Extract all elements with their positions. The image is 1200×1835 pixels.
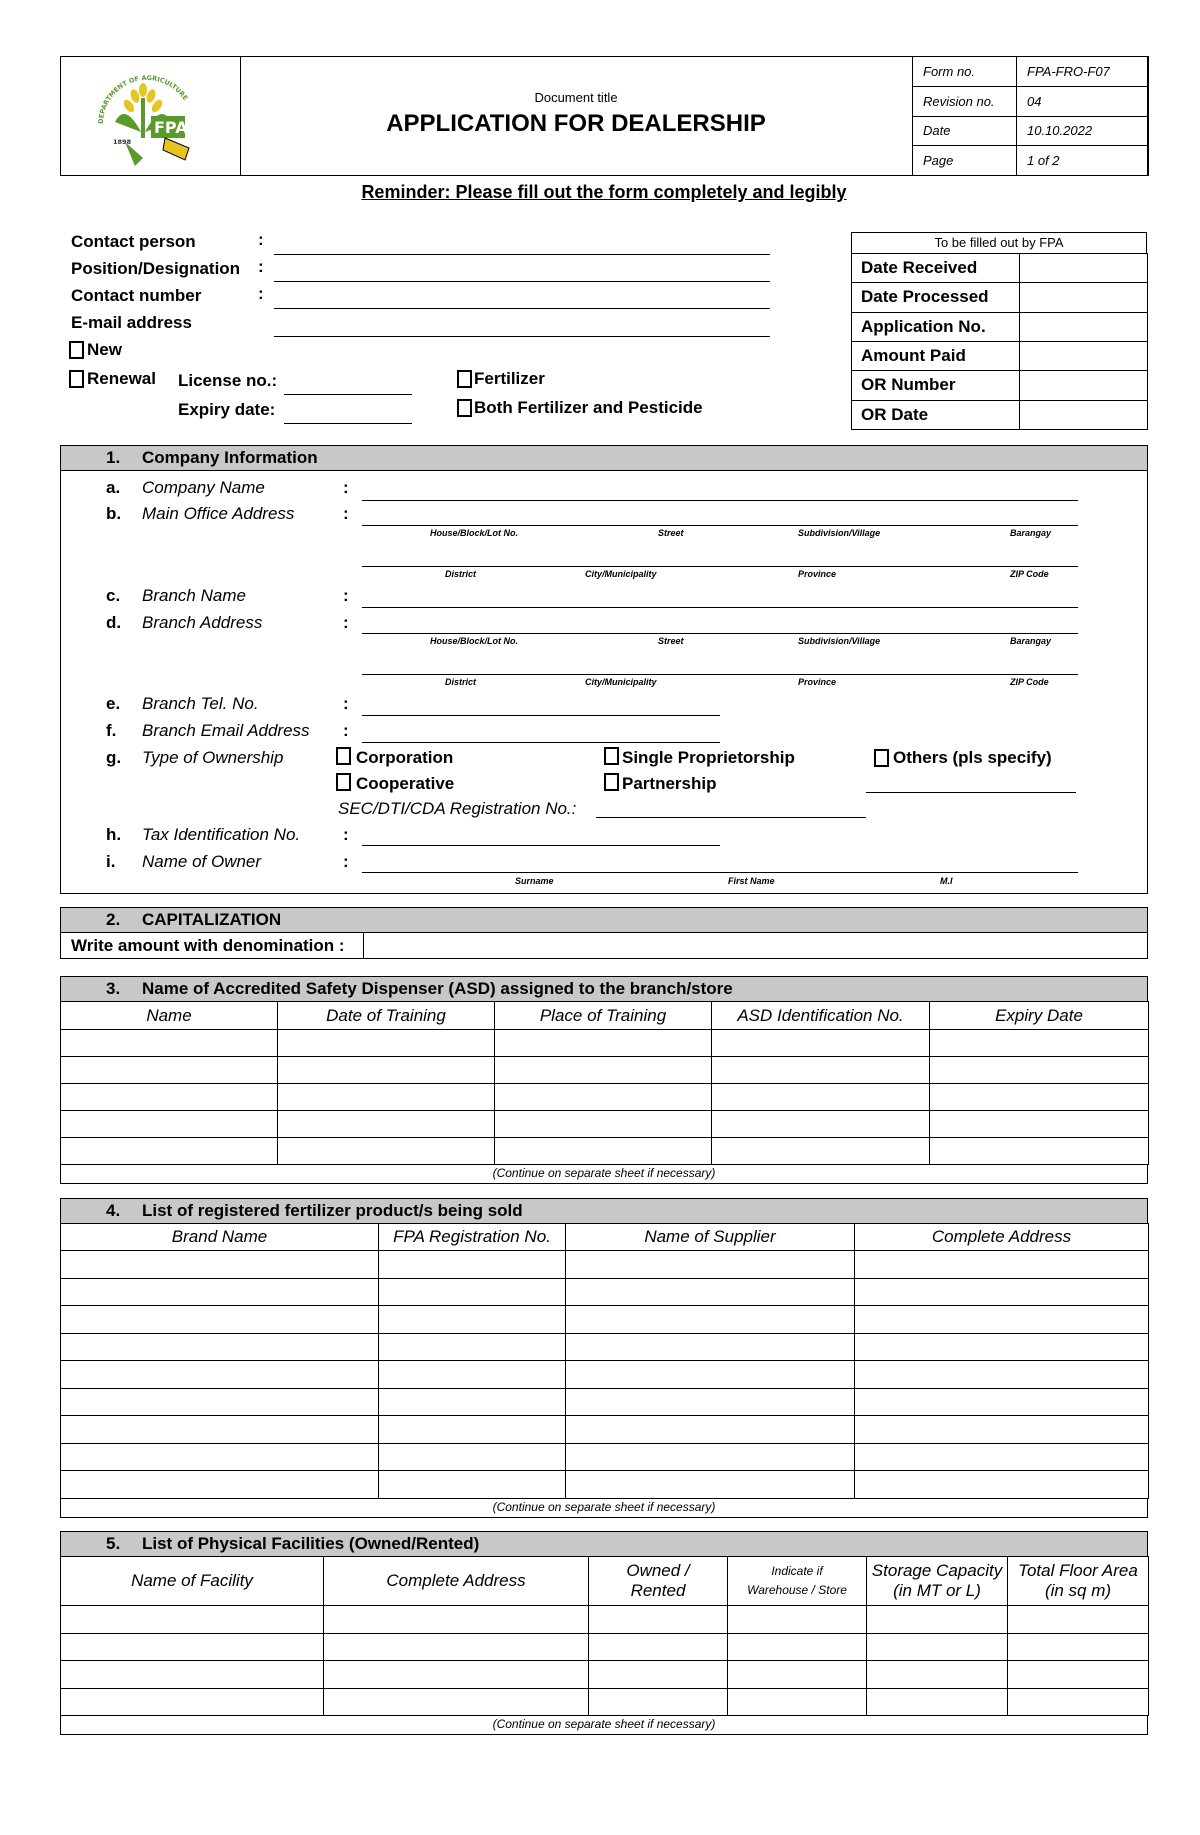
both-label: Both Fertilizer and Pesticide bbox=[474, 398, 703, 417]
table-row bbox=[61, 1416, 1149, 1444]
email-label: E-mail address bbox=[71, 313, 192, 332]
column-header: Name of Supplier bbox=[566, 1224, 855, 1251]
address-sub-label: City/Municipality bbox=[585, 677, 657, 687]
header-line: Total Floor Area bbox=[1018, 1561, 1138, 1580]
cooperative-checkbox[interactable] bbox=[336, 773, 351, 791]
section-number: 2. bbox=[106, 910, 121, 929]
item-letter: c. bbox=[106, 586, 121, 605]
table-cell[interactable] bbox=[278, 1030, 495, 1057]
table-cell[interactable] bbox=[61, 1606, 324, 1634]
section1-header bbox=[60, 445, 1148, 471]
position-label: Position/Designation bbox=[71, 259, 241, 278]
contact-colon: : bbox=[258, 257, 264, 276]
fpa-row-label: Amount Paid bbox=[852, 341, 1020, 370]
table-cell[interactable] bbox=[379, 1306, 566, 1334]
others-specify-field[interactable] bbox=[866, 792, 1076, 793]
address-sub-label: Province bbox=[798, 569, 837, 579]
cooperative-label: Cooperative bbox=[356, 774, 455, 793]
fpa-row-value[interactable] bbox=[1020, 400, 1148, 429]
form-meta-table bbox=[912, 56, 1149, 176]
contact-number-field[interactable] bbox=[274, 308, 770, 309]
table-cell[interactable] bbox=[566, 1443, 855, 1471]
sec-registration-label: SEC/DTI/CDA Registration No.: bbox=[338, 799, 577, 818]
table-cell[interactable] bbox=[324, 1688, 589, 1716]
sec-registration-field[interactable] bbox=[596, 817, 866, 818]
header-line: Rented bbox=[630, 1581, 686, 1600]
corporation-label: Corporation bbox=[356, 748, 454, 767]
table-cell[interactable] bbox=[867, 1633, 1008, 1661]
item-colon: : bbox=[343, 586, 349, 605]
single-proprietorship-label: Single Proprietorship bbox=[622, 748, 795, 767]
item-letter: i. bbox=[106, 852, 116, 871]
branch-name-field[interactable] bbox=[362, 607, 1078, 608]
branch-name-label: Branch Name bbox=[142, 586, 246, 605]
partnership-checkbox[interactable] bbox=[604, 773, 619, 791]
address-sub-label: Street bbox=[658, 528, 684, 538]
table-cell[interactable] bbox=[930, 1111, 1149, 1138]
main-office-field-2[interactable] bbox=[362, 566, 1078, 567]
table-cell[interactable] bbox=[566, 1416, 855, 1444]
contact-number-label: Contact number bbox=[71, 286, 202, 305]
address-sub-label: District bbox=[445, 569, 477, 579]
contact-colon: : bbox=[258, 230, 264, 249]
table-cell[interactable] bbox=[61, 1361, 379, 1389]
table-cell[interactable] bbox=[61, 1251, 379, 1279]
table-row bbox=[61, 1633, 1149, 1661]
table-cell[interactable] bbox=[855, 1333, 1149, 1361]
renewal-checkbox[interactable] bbox=[69, 370, 84, 388]
table-cell[interactable] bbox=[495, 1057, 712, 1084]
table-cell[interactable] bbox=[855, 1251, 1149, 1279]
table-row bbox=[61, 1606, 1149, 1634]
continue-note: (Continue on separate sheet if necessary) bbox=[492, 1166, 716, 1180]
table-row bbox=[61, 1443, 1149, 1471]
contact-colon: : bbox=[258, 284, 264, 303]
single-proprietorship-checkbox[interactable] bbox=[604, 747, 619, 765]
column-header: Name bbox=[61, 1002, 278, 1030]
table-cell[interactable] bbox=[566, 1333, 855, 1361]
section-title: List of Physical Facilities (Owned/Rented) bbox=[142, 1534, 480, 1553]
column-header: Brand Name bbox=[61, 1224, 379, 1251]
meta-value: FPA-FRO-F07 bbox=[1017, 57, 1149, 87]
address-sub-label: Barangay bbox=[1010, 636, 1052, 646]
address-sub-label: House/Block/Lot No. bbox=[430, 636, 519, 646]
address-sub-label: Subdivision/Village bbox=[798, 528, 881, 538]
meta-label: Revision no. bbox=[913, 86, 1017, 116]
address-sub-label: ZIP Code bbox=[1010, 569, 1049, 579]
contact-person-label: Contact person bbox=[71, 232, 196, 251]
renewal-label: Renewal bbox=[87, 369, 156, 388]
fpa-row-value[interactable] bbox=[1020, 341, 1148, 370]
meta-label: Date bbox=[913, 116, 1017, 146]
both-checkbox[interactable] bbox=[457, 399, 472, 417]
address-sub-label: Street bbox=[658, 636, 684, 646]
meta-value: 1 of 2 bbox=[1017, 146, 1149, 176]
owner-sub-label: Surname bbox=[515, 876, 554, 886]
fpa-logo bbox=[85, 62, 215, 170]
logo-badge: FPA bbox=[154, 118, 188, 137]
table-cell[interactable] bbox=[379, 1471, 566, 1499]
header-line: Warehouse / Store bbox=[747, 1583, 847, 1597]
owner-name-label: Name of Owner bbox=[142, 852, 262, 871]
table-cell[interactable] bbox=[855, 1388, 1149, 1416]
branch-email-label: Branch Email Address bbox=[142, 721, 310, 740]
table-cell[interactable] bbox=[379, 1388, 566, 1416]
column-header bbox=[589, 1557, 728, 1606]
amount-label: Write amount with denomination : bbox=[71, 936, 345, 955]
table-cell[interactable] bbox=[278, 1138, 495, 1165]
expiry-label: Expiry date: bbox=[178, 400, 276, 419]
column-header bbox=[867, 1557, 1008, 1606]
license-label: License no.: bbox=[178, 371, 278, 390]
table-row bbox=[61, 1306, 1149, 1334]
company-name-label: Company Name bbox=[142, 478, 265, 497]
table-cell[interactable] bbox=[930, 1057, 1149, 1084]
table-cell[interactable] bbox=[855, 1278, 1149, 1306]
table-cell[interactable] bbox=[61, 1138, 278, 1165]
column-header: Place of Training bbox=[495, 1002, 712, 1030]
header-line: Indicate if bbox=[771, 1564, 823, 1578]
branch-address-field-2[interactable] bbox=[362, 674, 1078, 675]
table-cell[interactable] bbox=[61, 1661, 324, 1689]
table-cell[interactable] bbox=[728, 1633, 867, 1661]
column-header: Complete Address bbox=[324, 1557, 589, 1606]
table-cell[interactable] bbox=[1008, 1606, 1149, 1634]
item-letter: h. bbox=[106, 825, 122, 844]
table-row bbox=[61, 1688, 1149, 1716]
section-title: Company Information bbox=[142, 448, 318, 467]
table-row bbox=[61, 1661, 1149, 1689]
header-line: (in sq m) bbox=[1044, 1581, 1112, 1600]
table-cell[interactable] bbox=[566, 1306, 855, 1334]
doc-title-caption: Document title bbox=[534, 90, 618, 105]
email-field[interactable] bbox=[274, 336, 770, 337]
facilities-table bbox=[60, 1556, 1149, 1716]
new-label: New bbox=[87, 340, 122, 359]
table-cell[interactable] bbox=[589, 1688, 728, 1716]
table-cell[interactable] bbox=[855, 1471, 1149, 1499]
table-row bbox=[61, 1333, 1149, 1361]
header-line: Storage Capacity bbox=[871, 1561, 1003, 1580]
item-colon: : bbox=[343, 478, 349, 497]
column-header: Date of Training bbox=[278, 1002, 495, 1030]
table-row bbox=[61, 1057, 1149, 1084]
address-sub-label: ZIP Code bbox=[1010, 677, 1049, 687]
table-cell[interactable] bbox=[712, 1030, 930, 1057]
item-colon: : bbox=[343, 694, 349, 713]
fpa-row-label: Date Processed bbox=[852, 283, 1020, 312]
partnership-label: Partnership bbox=[622, 774, 717, 793]
table-row bbox=[61, 1030, 1149, 1057]
table-cell[interactable] bbox=[324, 1633, 589, 1661]
table-cell[interactable] bbox=[867, 1661, 1008, 1689]
table-cell[interactable] bbox=[61, 1057, 278, 1084]
table-cell[interactable] bbox=[712, 1084, 930, 1111]
item-colon: : bbox=[343, 613, 349, 632]
table-cell[interactable] bbox=[1008, 1688, 1149, 1716]
item-letter: g. bbox=[106, 748, 122, 767]
section-number: 1. bbox=[106, 448, 121, 467]
column-header: FPA Registration No. bbox=[379, 1224, 566, 1251]
table-cell[interactable] bbox=[61, 1030, 278, 1057]
item-letter: b. bbox=[106, 504, 122, 523]
table-row bbox=[61, 1138, 1149, 1165]
address-sub-label: Province bbox=[798, 677, 837, 687]
table-cell[interactable] bbox=[728, 1606, 867, 1634]
table-cell[interactable] bbox=[379, 1278, 566, 1306]
table-row bbox=[61, 1278, 1149, 1306]
fpa-row-label: OR Date bbox=[852, 400, 1020, 429]
table-cell[interactable] bbox=[589, 1633, 728, 1661]
section5-header bbox=[60, 1531, 1148, 1557]
table-cell[interactable] bbox=[930, 1030, 1149, 1057]
table-row bbox=[61, 1251, 1149, 1279]
fpa-row-value[interactable] bbox=[1020, 283, 1148, 312]
meta-value: 04 bbox=[1017, 86, 1149, 116]
table-cell[interactable] bbox=[1008, 1633, 1149, 1661]
table-cell[interactable] bbox=[712, 1057, 930, 1084]
item-colon: : bbox=[343, 825, 349, 844]
section-number: 3. bbox=[106, 979, 121, 998]
doc-title: APPLICATION FOR DEALERSHIP bbox=[386, 110, 766, 137]
table-cell[interactable] bbox=[589, 1606, 728, 1634]
table-cell[interactable] bbox=[61, 1416, 379, 1444]
address-sub-label: District bbox=[445, 677, 477, 687]
corporation-checkbox[interactable] bbox=[336, 747, 351, 765]
column-header: ASD Identification No. bbox=[712, 1002, 930, 1030]
table-cell[interactable] bbox=[728, 1688, 867, 1716]
table-cell[interactable] bbox=[495, 1138, 712, 1165]
table-cell[interactable] bbox=[278, 1111, 495, 1138]
table-cell[interactable] bbox=[61, 1111, 278, 1138]
company-name-field[interactable] bbox=[362, 500, 1078, 501]
table-row bbox=[61, 1084, 1149, 1111]
meta-value: 10.10.2022 bbox=[1017, 116, 1149, 146]
section-title: Name of Accredited Safety Dispenser (ASD) assigned to the branch/store bbox=[142, 979, 733, 998]
item-letter: d. bbox=[106, 613, 122, 632]
table-cell[interactable] bbox=[495, 1111, 712, 1138]
fpa-box-title: To be filled out by FPA bbox=[851, 232, 1147, 254]
continue-note: (Continue on separate sheet if necessary) bbox=[492, 1717, 716, 1731]
table-cell[interactable] bbox=[278, 1084, 495, 1111]
table-cell[interactable] bbox=[712, 1111, 930, 1138]
main-office-field-1[interactable] bbox=[362, 525, 1078, 526]
column-header bbox=[728, 1557, 867, 1606]
section2-header bbox=[60, 907, 1148, 933]
table-cell[interactable] bbox=[379, 1361, 566, 1389]
others-label: Others (pls specify) bbox=[893, 748, 1052, 767]
main-office-label: Main Office Address bbox=[142, 504, 295, 523]
address-sub-label: House/Block/Lot No. bbox=[430, 528, 519, 538]
table-cell[interactable] bbox=[495, 1084, 712, 1111]
fpa-row-value[interactable] bbox=[1020, 254, 1148, 283]
table-cell[interactable] bbox=[855, 1443, 1149, 1471]
table-row bbox=[61, 1361, 1149, 1389]
new-checkbox[interactable] bbox=[69, 341, 84, 359]
table-cell[interactable] bbox=[855, 1416, 1149, 1444]
tin-label: Tax Identification No. bbox=[142, 825, 301, 844]
table-row bbox=[61, 1388, 1149, 1416]
table-cell[interactable] bbox=[61, 1278, 379, 1306]
logo-arc-text: DEPARTMENT OF AGRICULTURE bbox=[96, 73, 190, 125]
meta-label: Form no. bbox=[913, 57, 1017, 87]
table-cell[interactable] bbox=[379, 1443, 566, 1471]
table-cell[interactable] bbox=[566, 1471, 855, 1499]
fpa-row-label: OR Number bbox=[852, 371, 1020, 400]
table-cell[interactable] bbox=[324, 1606, 589, 1634]
table-cell[interactable] bbox=[379, 1251, 566, 1279]
fertilizer-label: Fertilizer bbox=[474, 369, 545, 388]
owner-name-field[interactable] bbox=[362, 872, 1078, 873]
item-colon: : bbox=[343, 852, 349, 871]
column-header: Expiry Date bbox=[930, 1002, 1149, 1030]
header-line: Owned / bbox=[626, 1561, 690, 1580]
column-header: Complete Address bbox=[855, 1224, 1149, 1251]
amount-field[interactable] bbox=[363, 932, 1148, 959]
contact-person-field[interactable] bbox=[274, 254, 770, 255]
owner-sub-label: First Name bbox=[728, 876, 775, 886]
table-cell[interactable] bbox=[930, 1138, 1149, 1165]
table-cell[interactable] bbox=[61, 1633, 324, 1661]
branch-address-field-1[interactable] bbox=[362, 633, 1078, 634]
others-checkbox[interactable] bbox=[874, 749, 889, 767]
meta-label: Page bbox=[913, 146, 1017, 176]
fpa-row-value[interactable] bbox=[1020, 312, 1148, 341]
position-field[interactable] bbox=[274, 281, 770, 282]
table-cell[interactable] bbox=[278, 1057, 495, 1084]
table-row bbox=[61, 1471, 1149, 1499]
fertilizer-checkbox[interactable] bbox=[457, 370, 472, 388]
ownership-label: Type of Ownership bbox=[142, 748, 284, 767]
section-number: 5. bbox=[106, 1534, 121, 1553]
table-cell[interactable] bbox=[566, 1251, 855, 1279]
item-letter: a. bbox=[106, 478, 121, 497]
table-cell[interactable] bbox=[495, 1030, 712, 1057]
address-sub-label: City/Municipality bbox=[585, 569, 657, 579]
table-cell[interactable] bbox=[855, 1361, 1149, 1389]
table-cell[interactable] bbox=[566, 1278, 855, 1306]
table-cell[interactable] bbox=[61, 1084, 278, 1111]
asd-table bbox=[60, 1001, 1149, 1165]
item-letter: e. bbox=[106, 694, 121, 713]
table-cell[interactable] bbox=[867, 1688, 1008, 1716]
address-sub-label: Barangay bbox=[1010, 528, 1052, 538]
table-cell[interactable] bbox=[712, 1138, 930, 1165]
column-header bbox=[1008, 1557, 1149, 1606]
column-header: Name of Facility bbox=[61, 1557, 324, 1606]
table-cell[interactable] bbox=[379, 1333, 566, 1361]
fertilizer-products-table bbox=[60, 1223, 1149, 1499]
fpa-use-table bbox=[851, 253, 1148, 430]
license-field[interactable] bbox=[284, 394, 412, 395]
table-cell[interactable] bbox=[728, 1661, 867, 1689]
continue-note: (Continue on separate sheet if necessary) bbox=[492, 1500, 716, 1514]
branch-address-label: Branch Address bbox=[142, 613, 263, 632]
branch-email-field[interactable] bbox=[362, 742, 720, 743]
tin-field[interactable] bbox=[362, 845, 720, 846]
expiry-field[interactable] bbox=[284, 423, 412, 424]
table-cell[interactable] bbox=[324, 1661, 589, 1689]
table-cell[interactable] bbox=[867, 1606, 1008, 1634]
table-row bbox=[61, 1111, 1149, 1138]
fpa-row-label: Application No. bbox=[852, 312, 1020, 341]
table-cell[interactable] bbox=[566, 1361, 855, 1389]
branch-tel-field[interactable] bbox=[362, 715, 720, 716]
table-cell[interactable] bbox=[855, 1306, 1149, 1334]
section-title: CAPITALIZATION bbox=[142, 910, 282, 929]
table-cell[interactable] bbox=[61, 1688, 324, 1716]
table-cell[interactable] bbox=[379, 1416, 566, 1444]
section-number: 4. bbox=[106, 1201, 121, 1220]
item-colon: : bbox=[343, 721, 349, 740]
table-cell[interactable] bbox=[61, 1333, 379, 1361]
item-letter: f. bbox=[106, 721, 117, 740]
branch-tel-label: Branch Tel. No. bbox=[142, 694, 259, 713]
section3-header bbox=[60, 976, 1148, 1002]
table-cell[interactable] bbox=[61, 1306, 379, 1334]
fpa-row-value[interactable] bbox=[1020, 371, 1148, 400]
reminder: Reminder: Please fill out the form completely and legibly bbox=[361, 182, 847, 202]
table-cell[interactable] bbox=[930, 1084, 1149, 1111]
table-cell[interactable] bbox=[566, 1388, 855, 1416]
owner-sub-label: M.I bbox=[940, 876, 953, 886]
logo-year: 1898 bbox=[113, 138, 132, 146]
item-colon: : bbox=[343, 504, 349, 523]
table-cell[interactable] bbox=[61, 1388, 379, 1416]
table-cell[interactable] bbox=[1008, 1661, 1149, 1689]
header-line: (in MT or L) bbox=[893, 1581, 981, 1600]
section4-header bbox=[60, 1198, 1148, 1224]
table-cell[interactable] bbox=[589, 1661, 728, 1689]
address-sub-label: Subdivision/Village bbox=[798, 636, 881, 646]
table-cell[interactable] bbox=[61, 1471, 379, 1499]
section-title: List of registered fertilizer product/s being sold bbox=[142, 1201, 523, 1220]
fpa-row-label: Date Received bbox=[852, 254, 1020, 283]
table-cell[interactable] bbox=[61, 1443, 379, 1471]
